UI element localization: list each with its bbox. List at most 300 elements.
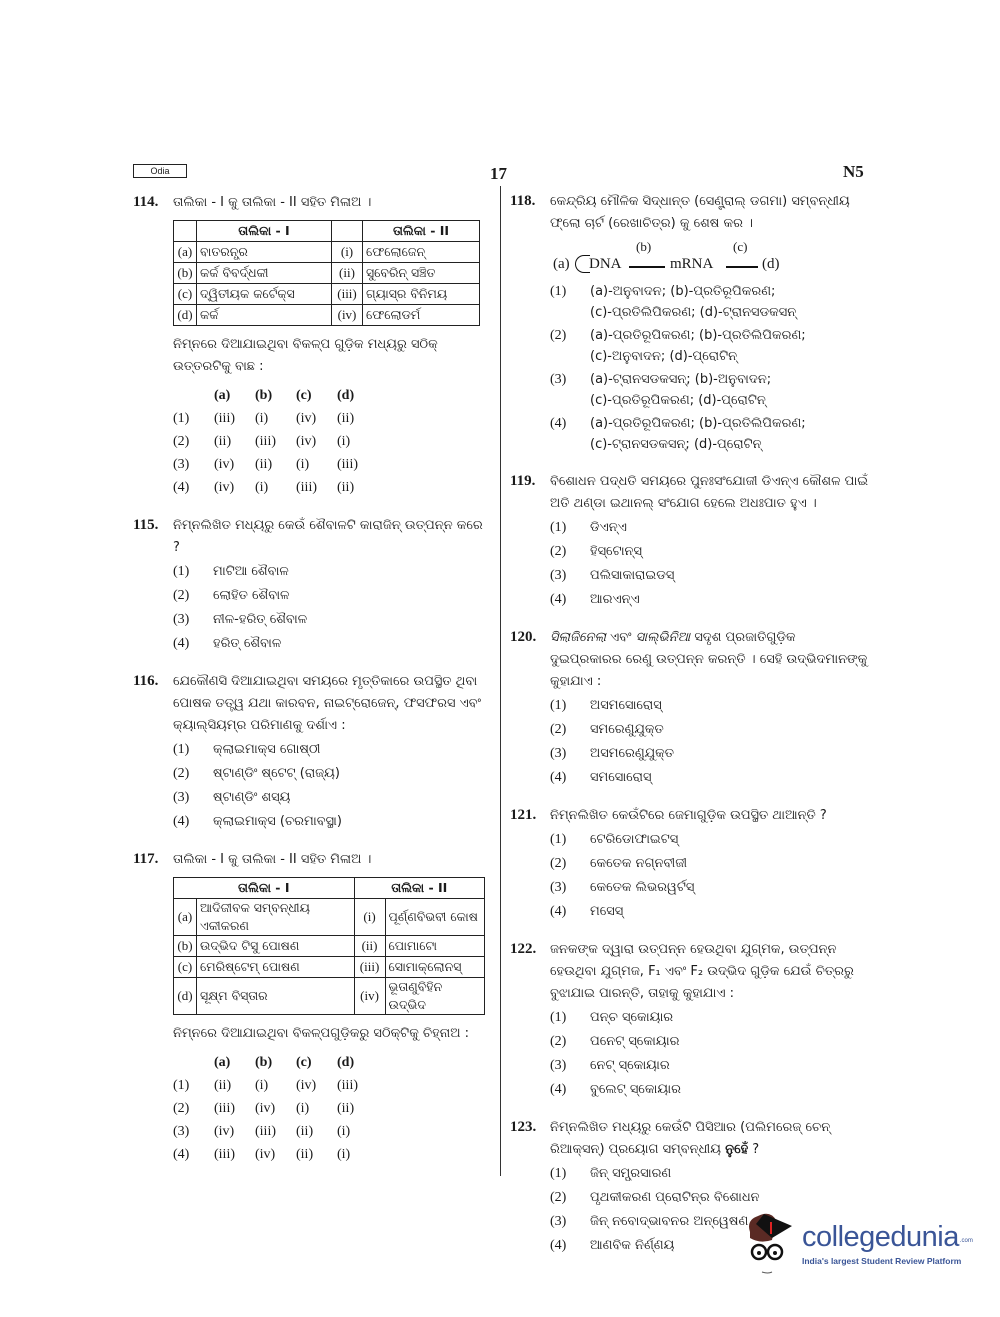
option[interactable]: [550, 695, 870, 717]
option-text[interactable]: କ୍ଲାଇମାକ୍ସ ଗୋଷ୍ଠୀ: [213, 742, 321, 757]
table-cell: (iv): [332, 305, 363, 326]
table-cell: ଆଦିଜୀବକ ସମ୍ବନ୍ଧୀୟ ଏକୀକରଣ: [197, 899, 355, 936]
option-body: [590, 829, 870, 850]
option-text[interactable]: ଜିନ୍ ସମ୍ପ୍ରସାରଣ: [590, 1166, 672, 1181]
option-body: [590, 1187, 870, 1208]
option-number[interactable]: (2): [550, 328, 567, 343]
option-number[interactable]: (4): [173, 1146, 190, 1162]
question-text-part: ଜନକଙ୍କ ଦ୍ୱାରା ଉତ୍ପନ୍ନ ହେଉଥିବା ଯୁଗ୍ମକ, ଉତ୍ପନ୍ନ ହେଉଥିବା ଯୁଗ୍ମଜ, F₁ ଏବଂ F₂ ଉଦ୍ଭିଦ ଗୁଡ଼ିକ ଯେଉଁ ଚିତ୍ରରୁ ବୁଝାଯାଇ ପାରନ୍ତି, ତାହାକୁ କୁହାଯାଏ :: [550, 942, 854, 1001]
option-value: (i): [255, 410, 269, 426]
option-value: (ii): [296, 1146, 314, 1162]
option-value: (ii): [337, 479, 355, 495]
question-text-part: ତାଲିକା - I କୁ ତାଲିକା - II ସହିତ ମିଳାଅ ।: [173, 852, 372, 867]
option-body: [590, 877, 870, 898]
language-label: Odia: [133, 164, 187, 178]
option-text-line2[interactable]: (c)-ପ୍ରତିରୂପିକରଣ; (d)-ପ୍ରୋଟିନ୍: [590, 393, 766, 408]
option-text-line2[interactable]: (c)-ପ୍ରତିଲିପିକରଣ; (d)-ଟ୍ରାନସଡକସନ୍: [590, 305, 797, 320]
option-body: [590, 369, 870, 411]
logo-tagline: India's largest Student Review Platform: [802, 1256, 962, 1266]
option-body: [213, 633, 493, 654]
question-text: [173, 515, 493, 559]
instruction-text: ନିମ୍ନରେ ଦିଆଯାଇଥିବା ବିକଳ୍ପଗୁଡ଼ିକରୁ ସଠିକ୍‌ଟିକୁ ଚିହ୍ନାଅ :: [173, 1026, 469, 1041]
question-text-part: ନିମ୍ନଲିଖିତ କେଉଁଟିରେ ଜେମାଗୁଡ଼ିକ ଉପସ୍ଥିତ ଥାଆନ୍ତି ?: [550, 808, 827, 823]
grid-option-row[interactable]: [173, 1097, 493, 1120]
grid-header: (a): [214, 1054, 231, 1070]
option[interactable]: [550, 281, 870, 323]
mascot-logo-icon: [742, 1210, 802, 1280]
option-text[interactable]: ହିସ୍ଟୋନ୍‌ସ୍: [590, 544, 642, 559]
option-number[interactable]: (4): [550, 904, 567, 919]
table-cell: (iii): [354, 957, 385, 978]
option-number[interactable]: (1): [550, 520, 567, 535]
option-number[interactable]: (4): [550, 770, 567, 785]
option[interactable]: [550, 589, 870, 611]
question-text: [550, 471, 870, 515]
logo-suffix: .com: [959, 1238, 973, 1244]
question-block: [133, 515, 493, 655]
option[interactable]: [550, 743, 870, 765]
table-header-blank: [174, 221, 197, 242]
option-text[interactable]: ହରିତ୍ ଶୈବାଳ: [213, 636, 282, 651]
option-text[interactable]: (a)-ପ୍ରତିରୂପିକରଣ; (b)-ପ୍ରତିଲିପିକରଣ;: [590, 416, 806, 431]
option[interactable]: [173, 739, 493, 761]
option-body: [590, 565, 870, 586]
table-row: [174, 284, 480, 305]
option-value: (iii): [337, 1077, 358, 1093]
option-body: [590, 281, 870, 323]
option-body: [590, 719, 870, 740]
option-number[interactable]: (3): [173, 1123, 190, 1139]
flow-label-c: (c): [733, 239, 748, 254]
option[interactable]: [173, 811, 493, 833]
option[interactable]: [550, 1007, 870, 1029]
answer-grid: [173, 384, 493, 499]
option-value: (iv): [214, 1123, 235, 1139]
option-text[interactable]: ଷ୍ଟାଣ୍ଡିଂ ଷ୍ଟେଟ୍ (ରାଜ୍ୟ): [213, 766, 340, 781]
match-table: [173, 877, 485, 1015]
option[interactable]: [173, 585, 493, 607]
option-number[interactable]: (1): [173, 564, 190, 579]
question-block: [133, 192, 493, 499]
question-text-part: ?: [748, 1142, 760, 1157]
table-header-2: ତାଲିକା - II: [363, 221, 480, 242]
option-value: (iv): [296, 433, 317, 449]
option-number[interactable]: (2): [550, 856, 567, 871]
option-text[interactable]: ଷ୍ଟାଣ୍ଡିଂ ଶସ୍ୟ: [213, 790, 291, 805]
table-cell: (c): [174, 284, 197, 305]
option[interactable]: [550, 1079, 870, 1101]
option-value: (i): [255, 479, 269, 495]
table-cell: (b): [174, 936, 197, 957]
option-value: (ii): [337, 410, 355, 426]
option-number[interactable]: (2): [173, 588, 190, 603]
option-number[interactable]: (2): [550, 722, 567, 737]
option-number[interactable]: (2): [550, 1034, 567, 1049]
logo: [802, 1220, 973, 1266]
option-number[interactable]: (3): [550, 568, 567, 583]
table-header-blank: [332, 221, 363, 242]
option-number[interactable]: (4): [550, 416, 567, 431]
grid-header: (c): [296, 387, 312, 403]
question-block: [510, 191, 870, 455]
arrow-icon: [726, 266, 758, 268]
option-body: [590, 413, 870, 455]
option-text[interactable]: ପଲିସାକାରାଇଡସ୍: [590, 568, 675, 583]
option-number[interactable]: (1): [550, 284, 567, 299]
option-number[interactable]: (1): [550, 1166, 567, 1181]
right-column: [510, 191, 870, 1273]
question-text-part: ନିମ୍ନଲିଖିତ ମଧ୍ୟରୁ କେଉଁ ଶୈବାଳଟି କାରାଜିନ୍ ଉତ୍ପନ୍ନ କରେ ?: [173, 518, 483, 555]
option-text[interactable]: ଅସମରେଣୁଯୁକ୍ତ: [590, 746, 675, 761]
option-number[interactable]: (2): [173, 1100, 190, 1116]
table-cell: (ii): [354, 936, 385, 957]
option-value: (iii): [255, 1123, 276, 1139]
option[interactable]: [550, 413, 870, 455]
option-text[interactable]: ଡିଏନ୍‌ଏ: [590, 520, 627, 535]
option-value: (iii): [214, 1100, 235, 1116]
question-number: 120.: [510, 629, 537, 645]
option-number[interactable]: (4): [173, 814, 190, 829]
option-text[interactable]: ଅସମସୋରୋସ୍: [590, 698, 662, 713]
option-text[interactable]: (a)-ଅନୁବାଦନ; (b)-ପ୍ରତିରୂପିକରଣ;: [590, 284, 776, 299]
option-number[interactable]: (2): [550, 544, 567, 559]
grid-header: (a): [214, 387, 231, 403]
option-body: [590, 589, 870, 610]
option-number[interactable]: (1): [550, 698, 567, 713]
option[interactable]: [550, 517, 870, 539]
option-body: [590, 517, 870, 538]
option-number[interactable]: (4): [550, 1238, 567, 1253]
option-value: (iv): [296, 1077, 317, 1093]
option-text[interactable]: ଲୋହିତ ଶୈବାଳ: [213, 588, 290, 603]
question-text: [173, 849, 493, 871]
option-text[interactable]: (a)-ପ୍ରତିରୂପିକରଣ; (b)-ପ୍ରତିଲିପିକରଣ;: [590, 328, 806, 343]
grid-header: (c): [296, 1054, 312, 1070]
table-cell: ପୂର୍ଣ୍ଣବିଭବୀ କୋଷ: [385, 899, 484, 936]
option[interactable]: [550, 901, 870, 923]
option-body: [590, 853, 870, 874]
option[interactable]: [550, 1031, 870, 1053]
table-cell: ପୋମାଟୋ: [385, 936, 484, 957]
option-value: (iv): [255, 1146, 276, 1162]
table-cell: ସୋମାକ୍ଲୋନସ୍: [385, 957, 484, 978]
option-body: [213, 561, 493, 582]
table-header-2: ତାଲିକା - II: [354, 878, 484, 899]
grid-option-row[interactable]: [173, 1120, 493, 1143]
match-table: [173, 220, 480, 326]
flow-dna: DNA: [589, 256, 622, 272]
option-value: (ii): [214, 1077, 232, 1093]
grid-option-row[interactable]: [173, 1074, 493, 1097]
question-number: 118.: [510, 193, 536, 209]
question-block: [133, 849, 493, 1166]
question-text-part: ବିଶୋଧନ ପଦ୍ଧତି ସମୟରେ ପୁନଃସଂଯୋଜୀ ଡିଏନ୍‌ଏ କୌଶଳ ପାଇଁ ଅତି ଥଣ୍ଡା ଇଥାନଲ୍ ସଂଯୋଗ ହେଲେ ଅଧଃପାତ ହୁଏ ।: [550, 474, 869, 511]
option-number[interactable]: (1): [173, 410, 190, 426]
option-value: (ii): [214, 433, 232, 449]
option-number[interactable]: (3): [550, 880, 567, 895]
option[interactable]: [173, 787, 493, 809]
option[interactable]: [550, 1187, 870, 1209]
question-text: [550, 1117, 870, 1161]
option-value: (iii): [214, 1146, 235, 1162]
table-cell: ବାତରନ୍ଧ୍ର: [197, 242, 332, 263]
option-number[interactable]: (3): [550, 746, 567, 761]
option-number[interactable]: (2): [550, 1190, 567, 1205]
option-body: [213, 739, 493, 760]
option-value: (i): [337, 433, 351, 449]
option-value: (i): [337, 1146, 351, 1162]
table-header-1: ତାଲିକା - I: [174, 878, 355, 899]
option-value: (iv): [255, 1100, 276, 1116]
option-body: [213, 763, 493, 784]
question-block: [510, 627, 870, 789]
grid-header: (b): [255, 1054, 273, 1070]
option[interactable]: [550, 325, 870, 367]
option-number[interactable]: (4): [550, 592, 567, 607]
question-number: 123.: [510, 1119, 537, 1135]
option-text[interactable]: ନୀଳ-ହରିତ୍ ଶୈବାଳ: [213, 612, 308, 627]
question-text: [550, 191, 870, 235]
option[interactable]: [173, 561, 493, 583]
question-text-part: ଏବଂ: [606, 630, 636, 645]
option[interactable]: [550, 1055, 870, 1077]
option[interactable]: [550, 369, 870, 411]
replication-loop-icon: [575, 255, 590, 273]
table-cell: (b): [174, 263, 197, 284]
table-cell: (d): [174, 978, 197, 1015]
table-cell: କର୍କ: [197, 305, 332, 326]
option-text[interactable]: ପନେଟ୍ ସ୍କୋୟାର: [590, 1034, 680, 1049]
option-value: (ii): [337, 1100, 355, 1116]
option-number[interactable]: (1): [550, 832, 567, 847]
table-row: [174, 978, 485, 1015]
paper-code: N5: [843, 162, 864, 181]
table-cell: ସୂକ୍ଷ୍ମ ବିସ୍ତାର: [197, 978, 355, 1015]
table-cell: (iv): [354, 978, 385, 1015]
option-number[interactable]: (1): [550, 1010, 567, 1025]
grid-header: (b): [255, 387, 273, 403]
option-text[interactable]: କେତେକ ନଗ୍ନବୀଜୀ: [590, 856, 688, 871]
table-cell: କର୍କ ବିବର୍ଦ୍ଧକୀ: [197, 263, 332, 284]
option[interactable]: [550, 767, 870, 789]
option-text[interactable]: କେତେକ ଲିଭରୱର୍ଟସ୍: [590, 880, 695, 895]
logo-line: [802, 1220, 973, 1254]
option-number[interactable]: (3): [550, 1214, 567, 1229]
option-value: (ii): [255, 456, 273, 472]
option-text[interactable]: କ୍ଲାଇମାକ୍ସ (ଚରମାବସ୍ଥା): [213, 814, 342, 829]
option-text[interactable]: ନେଟ୍ ସ୍କୋୟାର: [590, 1058, 670, 1073]
table-row: [174, 263, 480, 284]
option-number[interactable]: (4): [173, 636, 190, 651]
option-body: [590, 1031, 870, 1052]
table-cell: ଫେଲୋଡର୍ମ: [363, 305, 480, 326]
question-number: 117.: [133, 851, 159, 867]
column-divider: [500, 186, 501, 1176]
option-text[interactable]: ମସେସ୍: [590, 904, 624, 919]
arrow-icon: [629, 266, 665, 268]
option-text-line2[interactable]: (c)-ଅନୁବାଦନ; (d)-ପ୍ରୋଟିନ୍: [590, 349, 738, 364]
table-cell: (c): [174, 957, 197, 978]
option-body: [590, 1007, 870, 1028]
option-body: [213, 609, 493, 630]
option-number[interactable]: (3): [173, 612, 190, 627]
table-cell: (i): [354, 899, 385, 936]
question-number: 121.: [510, 807, 537, 823]
table-header-row: [174, 221, 480, 242]
option-value: (i): [255, 1077, 269, 1093]
question-block: [510, 805, 870, 923]
option-text[interactable]: ଜିନ୍ ନବୋଦ୍ଭାବନର ଅନ୍ୱେଷଣ: [590, 1214, 749, 1229]
grid-option-row[interactable]: [173, 430, 493, 453]
question-text: [173, 671, 493, 737]
option-value: (ii): [296, 1123, 314, 1139]
instruction-text: ନିମ୍ନରେ ଦିଆଯାଇଥିବା ବିକଳ୍ପ ଗୁଡ଼ିକ ମଧ୍ୟରୁ ସଠିକ୍ ଉତ୍ତରଟିକୁ ବାଛ :: [173, 337, 438, 374]
table-row: [174, 899, 485, 936]
option-value: (iii): [255, 433, 276, 449]
option-body: [590, 1163, 870, 1184]
flow-label-b: (b): [636, 239, 652, 254]
table-cell: (i): [332, 242, 363, 263]
species-name: ସାଲ୍‌ଭିନିଆ: [635, 630, 691, 645]
option-body: [590, 901, 870, 922]
grid-option-row[interactable]: [173, 453, 493, 476]
option[interactable]: [550, 853, 870, 875]
table-cell: (iii): [332, 284, 363, 305]
option[interactable]: [550, 541, 870, 563]
question-text-part: ନିମ୍ନଲିଖିତ ମଧ୍ୟରୁ କେଉଁଟି ପିସିଆର (ପଲିମରେଜ୍ ଚେନ୍ ରିଆକ୍‌ସନ୍) ପ୍ରୟୋଗ ସମ୍ବନ୍ଧୀୟ: [550, 1120, 831, 1157]
option-text[interactable]: ବୁଲେଟ୍ ସ୍କୋୟାର: [590, 1082, 681, 1097]
question-text: [173, 192, 493, 214]
option-body: [590, 541, 870, 562]
central-dogma-flow: [550, 239, 870, 279]
option-value: (iii): [214, 410, 235, 426]
option-body: [590, 767, 870, 788]
table-cell: ଉଦ୍ଭିଦ ଟିସୁ ପୋଷଣ: [197, 936, 355, 957]
table-cell: (a): [174, 899, 197, 936]
table-row: [174, 936, 485, 957]
option-number[interactable]: (3): [173, 456, 190, 472]
question-number: 116.: [133, 673, 159, 689]
option-value: (i): [337, 1123, 351, 1139]
emphasis-text: ନୁହେଁ: [725, 1142, 749, 1157]
table-cell: ଫେଲୋଜେନ୍: [363, 242, 480, 263]
option-number[interactable]: (4): [173, 479, 190, 495]
question-number: 122.: [510, 941, 537, 957]
option-number[interactable]: (1): [173, 1077, 190, 1093]
option-value: (i): [296, 456, 310, 472]
option[interactable]: [550, 719, 870, 741]
question-block: [510, 471, 870, 611]
table-cell: (d): [174, 305, 197, 326]
table-cell: ଗ୍ୟାସ୍‌ର ବିନିମୟ: [363, 284, 480, 305]
table-row: [174, 957, 485, 978]
option-number[interactable]: (3): [550, 1058, 567, 1073]
grid-option-row[interactable]: [173, 1143, 493, 1166]
question-number: 115.: [133, 517, 159, 533]
table-cell: (ii): [332, 263, 363, 284]
option-body: [590, 743, 870, 764]
option-number[interactable]: (1): [173, 742, 190, 757]
option-value: (iv): [214, 479, 235, 495]
option-text[interactable]: ସମରେଣୁଯୁକ୍ତ: [590, 722, 664, 737]
table-cell: ସୁବେରିନ୍ ସଞ୍ଚିତ: [363, 263, 480, 284]
question-text-part: ତାଲିକା - I କୁ ତାଲିକା - II ସହିତ ମିଳାଅ ।: [173, 195, 372, 210]
logo-brand: collegedunia: [802, 1221, 959, 1253]
grid-header: (d): [337, 387, 355, 403]
grid-header-row: [173, 1051, 493, 1074]
question-text-part: ସଦୃଶ ପ୍ରଜାତିଗୁଡ଼ିକ ଦୁଇପ୍ରକାରର ରେଣୁ ଉତ୍ପନ୍ନ କରନ୍ତି । ସେହି ଉଦ୍ଭିଦମାନଙ୍କୁ କୁହାଯାଏ :: [550, 630, 868, 689]
option[interactable]: [173, 609, 493, 631]
option-text[interactable]: ମାଟିଆ ଶୈବାଳ: [213, 564, 289, 579]
grid-option-row[interactable]: [173, 407, 493, 430]
question-text: [550, 939, 870, 1005]
question-block: [510, 939, 870, 1101]
grid-option-row[interactable]: [173, 476, 493, 499]
question-text-part: ଯେକୌଣସି ଦିଆଯାଇଥିବା ସମୟରେ ମୃତ୍ତିକାରେ ଉପସ୍ଥିତ ଥିବା ପୋଷକ ତତ୍ତ୍ୱ ଯଥା କାରବନ, ନାଇଟ୍ରୋଜେନ୍, ଫସଫରସ ଏବଂ କ୍ୟାଲ୍‌ସିୟମ୍‌ର ପରିମାଣକୁ ଦର୍ଶାଏ :: [173, 674, 481, 733]
flow-mrna: mRNA: [670, 256, 714, 272]
option-text[interactable]: ପୃଥକୀକରଣ ପ୍ରୋଟିନ୍‌ର ବିଶୋଧନ: [590, 1190, 760, 1205]
option-number[interactable]: (4): [550, 1082, 567, 1097]
question-block: [133, 671, 493, 833]
question-number: 114.: [133, 194, 159, 210]
option[interactable]: [550, 877, 870, 899]
left-column: [133, 192, 493, 1182]
grid-header: (d): [337, 1054, 355, 1070]
option[interactable]: [173, 633, 493, 655]
option-text[interactable]: ଆରଏନ୍‌ଏ: [590, 592, 640, 607]
option-value: (iv): [214, 456, 235, 472]
page-number: 17: [490, 164, 507, 183]
table-header-1: ତାଲିକା - I: [197, 221, 332, 242]
option-number[interactable]: (2): [173, 766, 190, 781]
option-number[interactable]: (3): [550, 372, 567, 387]
option-value: (iv): [296, 410, 317, 426]
option-number[interactable]: (3): [173, 790, 190, 805]
option[interactable]: [173, 763, 493, 785]
question-text: [550, 805, 870, 827]
option-body: [590, 1079, 870, 1100]
option-number[interactable]: (2): [173, 433, 190, 449]
option-value: (iii): [296, 479, 317, 495]
option-body: [213, 787, 493, 808]
grid-header-row: [173, 384, 493, 407]
option-body: [590, 695, 870, 716]
answer-grid: [173, 1051, 493, 1166]
option-body: [590, 325, 870, 367]
option[interactable]: [550, 829, 870, 851]
table-header-row: [174, 878, 485, 899]
species-name: ସିଲାଜିନେଲା: [550, 630, 607, 645]
option-body: [213, 585, 493, 606]
option-text-line2[interactable]: (c)-ଟ୍ରାନସଡକସନ୍; (d)-ପ୍ରୋଟିନ୍: [590, 437, 762, 452]
question-text: [550, 627, 870, 693]
table-row: [174, 305, 480, 326]
option-text[interactable]: ସମସୋରୋସ୍: [590, 770, 652, 785]
flow-label-d: (d): [762, 256, 780, 272]
option-body: [213, 811, 493, 832]
option-text[interactable]: (a)-ଟ୍ରାନସଡକସନ୍; (b)-ଅନୁବାଦନ;: [590, 372, 772, 387]
option-text[interactable]: ଆଣବିକ ନିର୍ଣ୍ଣୟ: [590, 1238, 675, 1253]
option[interactable]: [550, 1163, 870, 1185]
option-text[interactable]: ଟେରିଡୋଫାଇଟସ୍: [590, 832, 679, 847]
table-cell: ମେରିଷ୍ଟେମ୍ ପୋଷଣ: [197, 957, 355, 978]
table-cell: ଭୂତାଣୁବିହିନ ଉଦ୍ଭିଦ: [385, 978, 484, 1015]
option-text[interactable]: ପନ୍‌ଚ ସ୍କୋୟାର: [590, 1010, 674, 1025]
option-body: [590, 1055, 870, 1076]
option-value: (iii): [337, 456, 358, 472]
question-text-part: କେନ୍ଦ୍ରିୟ ମୌଳିକ ସିଦ୍ଧାନ୍ତ (ସେଣ୍ଟ୍ରାଲ୍ ଡଗମା) ସମ୍ବନ୍ଧୀୟ ଫ୍ଲୋ ଚାର୍ଟ (ରେଖାଚିତ୍ର) କୁ ଶେଷ କର ।: [550, 194, 850, 231]
option[interactable]: [550, 565, 870, 587]
